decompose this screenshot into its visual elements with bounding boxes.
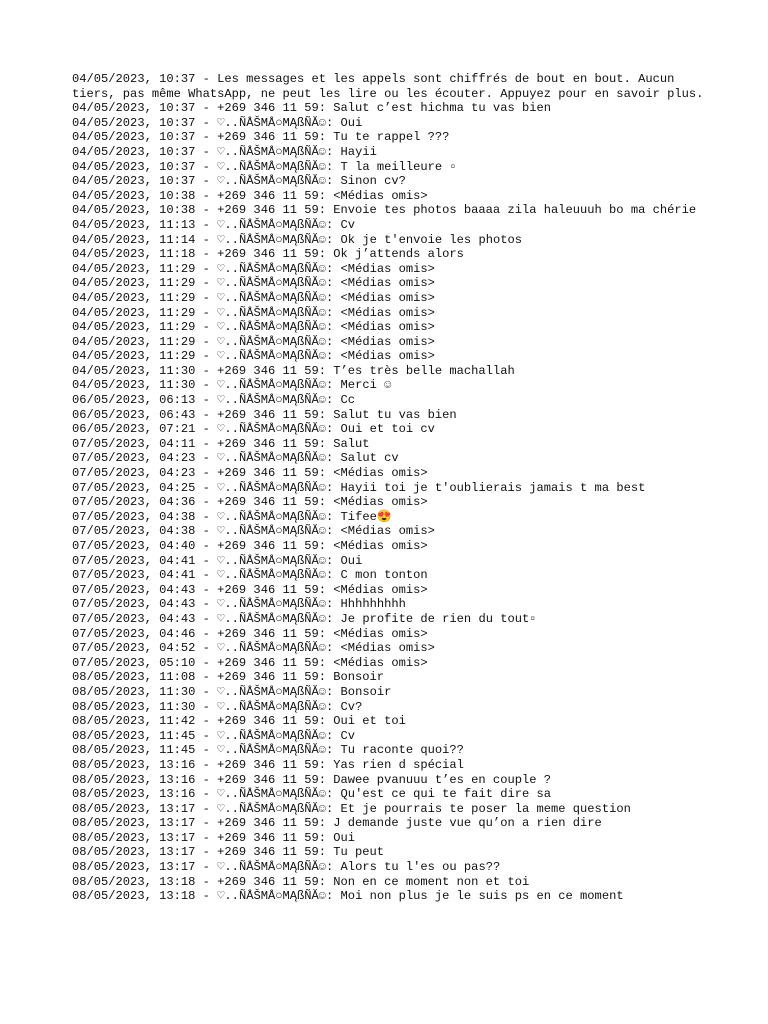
chat-line: 06/05/2023, 07:21 - ♡..ÑÅŠMÅ○MĄßÑĂ☺: Oui et toi cv [72, 422, 435, 437]
chat-line: 08/05/2023, 13:18 - +269 346 11 59: Non en ce moment non et toi [72, 874, 530, 889]
chat-line: 04/05/2023, 11:29 - ♡..ÑÅŠMÅ○MĄßÑĂ☺: <Médias omis> [72, 334, 435, 349]
chat-line: 07/05/2023, 04:52 - ♡..ÑÅŠMÅ○MĄßÑĂ☺: <Médias omis> [72, 641, 435, 656]
chat-line: 07/05/2023, 04:46 - +269 346 11 59: <Médias omis> [72, 626, 428, 641]
chat-line: 07/05/2023, 04:36 - +269 346 11 59: <Médias omis> [72, 495, 428, 510]
chat-line: 07/05/2023, 04:23 - ♡..ÑÅŠMÅ○MĄßÑĂ☺: Salut cv [72, 451, 399, 466]
chat-line: 06/05/2023, 06:13 - ♡..ÑÅŠMÅ○MĄßÑĂ☺: Cc [72, 393, 356, 408]
chat-line: 06/05/2023, 06:43 - +269 346 11 59: Salut tu vas bien [72, 407, 457, 422]
chat-line: 07/05/2023, 04:41 - ♡..ÑÅŠMÅ○MĄßÑĂ☺: C mon tonton [72, 568, 428, 583]
chat-line: 08/05/2023, 13:17 - +269 346 11 59: Tu peut [72, 845, 385, 860]
chat-line: 04/05/2023, 11:18 - +269 346 11 59: Ok j’attends alors [72, 247, 464, 262]
chat-line: 08/05/2023, 11:30 - ♡..ÑÅŠMÅ○MĄßÑĂ☺: Bonsoir [72, 684, 392, 699]
chat-line: 04/05/2023, 11:29 - ♡..ÑÅŠMÅ○MĄßÑĂ☺: <Médias omis> [72, 290, 435, 305]
chat-line: 04/05/2023, 11:29 - ♡..ÑÅŠMÅ○MĄßÑĂ☺: <Médias omis> [72, 305, 435, 320]
chat-line: 04/05/2023, 10:37 - ♡..ÑÅŠMÅ○MĄßÑĂ☺: Hayii [72, 144, 377, 159]
chat-line: 07/05/2023, 05:10 - +269 346 11 59: <Médias omis> [72, 655, 428, 670]
chat-line: 04/05/2023, 11:30 - ♡..ÑÅŠMÅ○MĄßÑĂ☺: Merci ☺ [72, 378, 392, 393]
chat-line: 04/05/2023, 11:29 - ♡..ÑÅŠMÅ○MĄßÑĂ☺: <Médias omis> [72, 261, 435, 276]
chat-line: 04/05/2023, 11:29 - ♡..ÑÅŠMÅ○MĄßÑĂ☺: <Médias omis> [72, 349, 435, 364]
chat-line: 08/05/2023, 13:16 - +269 346 11 59: Yas rien d spécial [72, 757, 464, 772]
chat-line: 04/05/2023, 11:30 - +269 346 11 59: T’es très belle machallah [72, 363, 515, 378]
chat-line: 04/05/2023, 10:37 - ♡..ÑÅŠMÅ○MĄßÑĂ☺: T la meilleure ▫ [72, 159, 457, 174]
chat-line: 08/05/2023, 13:16 - +269 346 11 59: Dawee pvanuuu t’es en couple ? [72, 772, 551, 787]
chat-log-document [72, 72, 712, 904]
chat-line: 08/05/2023, 11:45 - ♡..ÑÅŠMÅ○MĄßÑĂ☺: Cv [72, 728, 356, 743]
chat-line: 04/05/2023, 10:37 - ♡..ÑÅŠMÅ○MĄßÑĂ☺: Oui [72, 115, 363, 130]
chat-line: 04/05/2023, 10:37 - +269 346 11 59: Salut c’est hichma tu vas bien [72, 101, 551, 116]
chat-line: 08/05/2023, 13:17 - +269 346 11 59: Oui [72, 830, 356, 845]
chat-line: 08/05/2023, 11:42 - +269 346 11 59: Oui et toi [72, 714, 406, 729]
chat-line: 08/05/2023, 11:08 - +269 346 11 59: Bonsoir [72, 670, 385, 685]
chat-line: 04/05/2023, 11:14 - ♡..ÑÅŠMÅ○MĄßÑĂ☺: Ok je t'envoie les photos [72, 232, 522, 247]
chat-line: 08/05/2023, 11:30 - ♡..ÑÅŠMÅ○MĄßÑĂ☺: Cv? [72, 699, 363, 714]
chat-line: 07/05/2023, 04:43 - ♡..ÑÅŠMÅ○MĄßÑĂ☺: Hhhhhhhhh [72, 597, 406, 612]
chat-line: 08/05/2023, 13:17 - +269 346 11 59: J demande juste vue qu’on a rien dire [72, 816, 602, 831]
chat-line: 07/05/2023, 04:11 - +269 346 11 59: Salut [72, 436, 370, 451]
chat-line: 04/05/2023, 10:38 - +269 346 11 59: Envoie tes photos baaaa zila haleuuuh bo ma chérie [72, 203, 697, 218]
chat-line: 07/05/2023, 04:23 - +269 346 11 59: <Médias omis> [72, 466, 428, 481]
chat-line: 08/05/2023, 11:45 - ♡..ÑÅŠMÅ○MĄßÑĂ☺: Tu raconte quoi?? [72, 743, 464, 758]
chat-line: 08/05/2023, 13:17 - ♡..ÑÅŠMÅ○MĄßÑĂ☺: Alors tu l'es ou pas?? [72, 860, 501, 875]
chat-line: 04/05/2023, 11:29 - ♡..ÑÅŠMÅ○MĄßÑĂ☺: <Médias omis> [72, 320, 435, 335]
chat-line: 04/05/2023, 11:13 - ♡..ÑÅŠMÅ○MĄßÑĂ☺: Cv [72, 217, 356, 232]
chat-line: 07/05/2023, 04:25 - ♡..ÑÅŠMÅ○MĄßÑĂ☺: Hayii toi je t'oublierais jamais t ma best [72, 480, 646, 495]
chat-line: 04/05/2023, 10:38 - +269 346 11 59: <Médias omis> [72, 188, 428, 203]
chat-line: 07/05/2023, 04:43 - ♡..ÑÅŠMÅ○MĄßÑĂ☺: Je profite de rien du tout▫ [72, 611, 537, 626]
chat-line: 07/05/2023, 04:41 - ♡..ÑÅŠMÅ○MĄßÑĂ☺: Oui [72, 553, 363, 568]
chat-line: 07/05/2023, 04:38 - ♡..ÑÅŠMÅ○MĄßÑĂ☺: Tifee😍 [72, 509, 392, 524]
chat-line: 07/05/2023, 04:38 - ♡..ÑÅŠMÅ○MĄßÑĂ☺: <Médias omis> [72, 524, 435, 539]
chat-line: 07/05/2023, 04:43 - +269 346 11 59: <Médias omis> [72, 582, 428, 597]
chat-line: 07/05/2023, 04:40 - +269 346 11 59: <Médias omis> [72, 539, 428, 553]
chat-line: 04/05/2023, 10:37 - +269 346 11 59: Tu te rappel ??? [72, 130, 450, 145]
chat-line: 04/05/2023, 11:29 - ♡..ÑÅŠMÅ○MĄßÑĂ☺: <Médias omis> [72, 276, 435, 291]
chat-line: 08/05/2023, 13:18 - ♡..ÑÅŠMÅ○MĄßÑĂ☺: Moi non plus je le suis ps en ce moment [72, 889, 624, 904]
chat-line: 08/05/2023, 13:17 - ♡..ÑÅŠMÅ○MĄßÑĂ☺: Et je pourrais te poser la meme question [72, 801, 631, 816]
chat-line: 08/05/2023, 13:16 - ♡..ÑÅŠMÅ○MĄßÑĂ☺: Qu'est ce qui te fait dire sa [72, 787, 552, 802]
chat-line: 04/05/2023, 10:37 - ♡..ÑÅŠMÅ○MĄßÑĂ☺: Sinon cv? [72, 174, 406, 189]
chat-line: 04/05/2023, 10:37 - Les messages et les appels sont chiffrés de bout en bout. Aucun tiers, pas même WhatsApp, ne peut les lire ou les écouter. Appuyez pour en savoir plus. [72, 72, 704, 101]
